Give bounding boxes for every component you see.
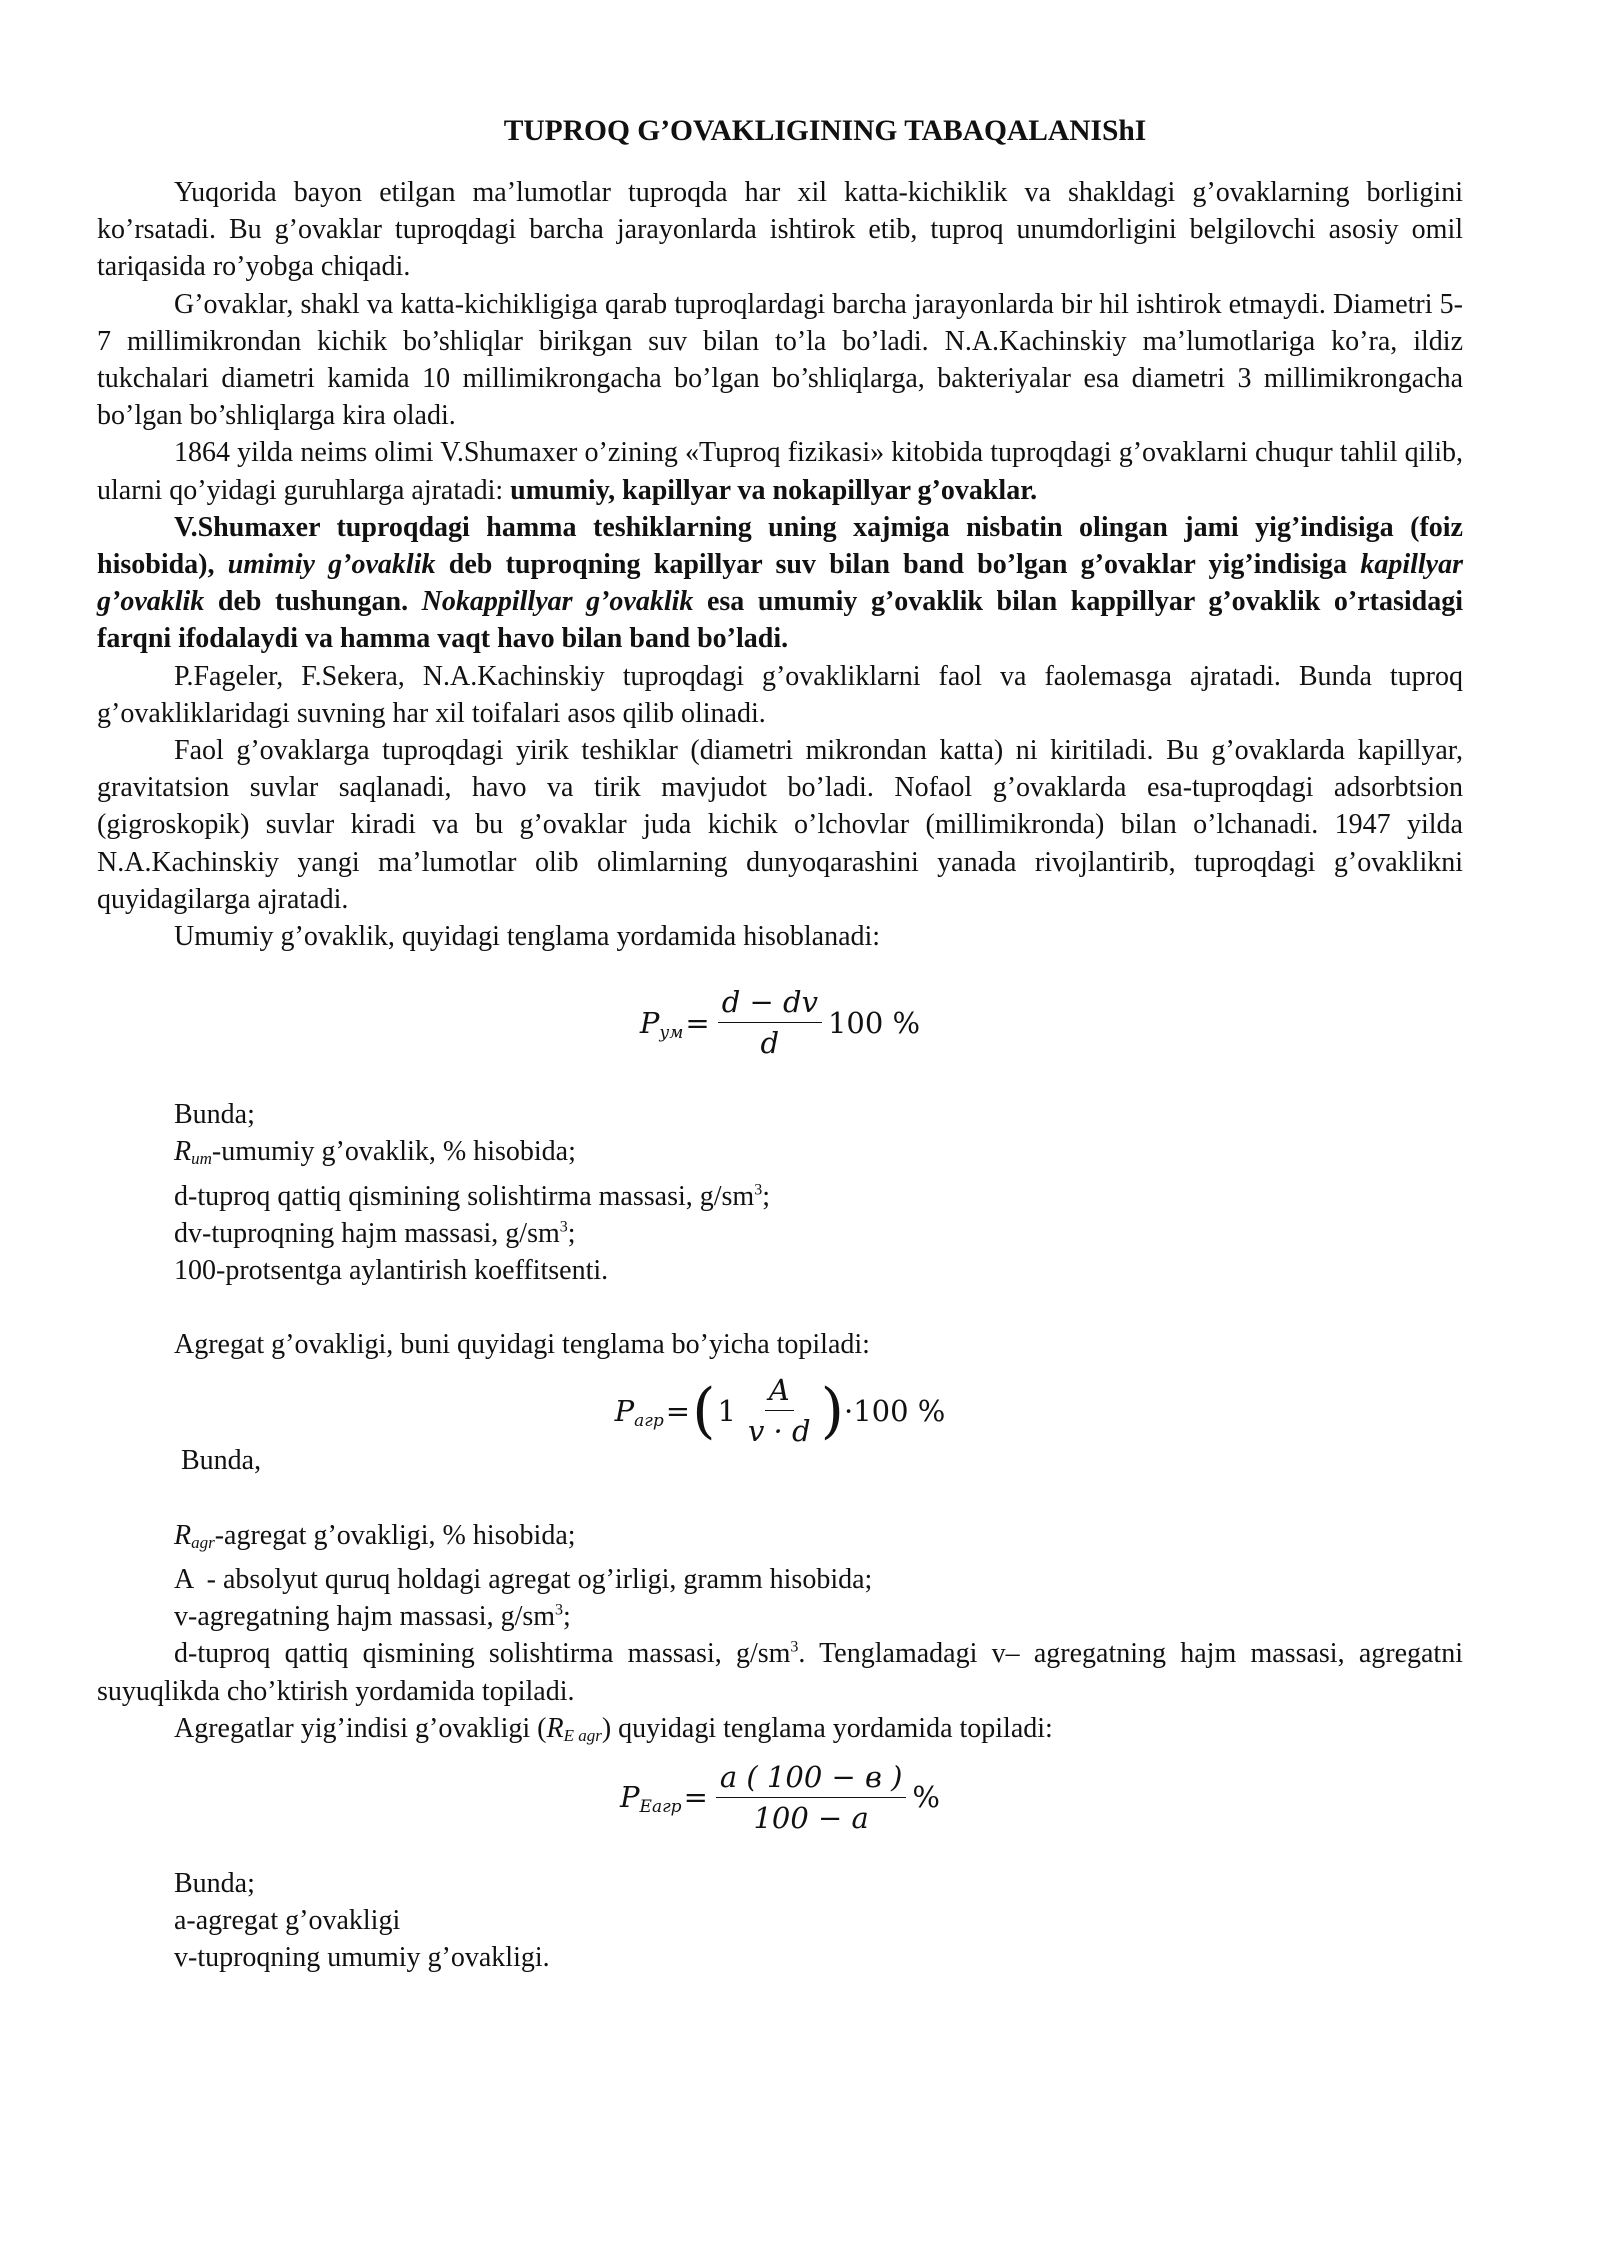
paragraph-1: Yuqorida bayon etilgan ma’lumotlar tuproqda har xil katta-kichiklik va shakldagi g’ovaklarning borligini ko’rsatadi. Bu g’ovaklar tuproqdagi barcha jarayonlarda ishtirok etib, tuproq unumdorligini belgilovchi asosiy omil tariqasida ro’yobga chiqadi. (97, 177, 1463, 283)
p9-sup: 3 (790, 1638, 799, 1656)
paragraph-2: G’ovaklar, shakl va katta-kichikligiga qarab tuproqlardagi barcha jarayonlarda bir hil ishtirok etmaydi. Diametri 5-7 millimikrondan kichik bo’shliqlar birikgan suv bilan to’la bo’ladi. N.A.Kachinskiy ma’lumotlariga ko’ra, ildiz tukchalari diametri kamida 10 millimikrongacha bo’lgan bo’shliqlarga, bakteriyalar esa diametri 3 millimikrongacha bo’lgan bo’shliqlarga kira oladi. (97, 288, 1463, 432)
f3-tail: % (912, 1780, 940, 1815)
bunda-label-3: Bunda; (174, 1867, 255, 1899)
def-d-sup: 3 (754, 1181, 763, 1199)
p9-text: d-tuproq qattiq qismining solishtirma massasi, g/sm (174, 1638, 791, 1670)
p4-part-c: deb tuproqning kapillyar suv bilan band bo’lgan g’ovaklar yig’indisiga (435, 549, 1361, 581)
def-dv-text: dv-tuproqning hajm massasi, g/sm (174, 1217, 560, 1249)
def-d (97, 1178, 1463, 1215)
def-a-agregat: a-agregat g’ovakligi (174, 1905, 401, 1937)
f1-subscript: ум (659, 1022, 684, 1043)
paragraph-9 (97, 1635, 1463, 1709)
f2-denominator: v · d (747, 1414, 811, 1449)
f1-symbol: P (639, 1005, 660, 1040)
f3-denominator: 100 − a (753, 1800, 869, 1835)
def-r-agr-symbol: R (174, 1519, 192, 1551)
f2-left-paren: ( (692, 1375, 716, 1446)
paragraph-3 (97, 434, 1463, 508)
f1-denominator: d (760, 1026, 780, 1061)
paragraph-3-text: 1864 yilda neims olimi V.Shumaxer o’zining «Tuproq fizikasi» kitobida tuproqdagi g’ovaklarni chuqur tahlil qilib, ularni qo’yidagi guruhlarga ajratadi: (97, 437, 1463, 506)
term-umumiy: umimiy g’ovaklik (227, 549, 436, 581)
f2-fraction (744, 1373, 815, 1448)
paragraph-7: Umumiy g’ovaklik, quyidagi tenglama yordamida hisoblanadi: (174, 921, 881, 953)
paragraph-10 (97, 1710, 1463, 1754)
paragraph-5: P.Fageler, F.Sekera, N.A.Kachinskiy tuproqdagi g’ovakliklarni faol va faolemasga ajratadi. Bunda tuproq g’ovakliklaridagi suvning har xil toifalari asos qilib olinadi. (97, 660, 1463, 729)
def-v-text: v-agregatning hajm massasi, g/sm (174, 1601, 556, 1633)
term-kapillyar: kapillyar g’ovaklik (97, 549, 1463, 618)
paragraph-6: Faol g’ovaklarga tuproqdagi yirik teshiklar (diametri mikrondan katta) ni kiritiladi. Bu g’ovaklarda kapillyar, gravitatsion suvlar saqlanadi, havo va tirik mavjudot bo’ladi. Nofaol g’ovaklarda esa-tuproqdagi adsorbtsion (gigroskopik) suvlar kiradi va bu g’ovaklar juda kichik o’lchovlar (millimikronda) bilan o’lchanadi. 1947 yilda N.A.Kachinskiy yangi ma’lumotlar olib olimlarning dunyoqarashini yanada rivojlantirib, tuproqdagi g’ovaklikni quyidagilarga ajratadi. (97, 735, 1463, 915)
paragraph-8: Agregat g’ovakligi, buni quyidagi tenglama bo’yicha topiladi: (174, 1329, 870, 1361)
f1-fraction (718, 985, 822, 1060)
p4-part-a: V.Shumaxer tuproqdagi hamma teshiklarning uning xajmiga nisbatin olingan jami yig’indisiga (foiz hisobida), (97, 511, 1463, 581)
def-d-end: ; (762, 1180, 770, 1212)
f2-numerator: A (765, 1373, 794, 1411)
f1-equals: = (685, 1005, 710, 1040)
def-r-agr (97, 1517, 1463, 1561)
def-r-um-sub: um (191, 1149, 212, 1169)
p10-sub: E agr (563, 1725, 602, 1745)
f1-numerator: d − dv (718, 985, 822, 1023)
p10-b: ) quyidagi tenglama yordamida topiladi: (601, 1712, 1053, 1744)
def-d-text: d-tuproq qattiq qismining solishtirma massasi, g/sm (174, 1180, 755, 1212)
p4-part-e: deb tushungan. (204, 586, 422, 618)
f2-subscript: агр (634, 1410, 664, 1431)
def-a: A - absolyut quruq holdagi agregat og’irligi, gramm hisobida; (174, 1563, 873, 1595)
def-r-um-text: -umumiy g’ovaklik, % hisobida; (211, 1136, 576, 1168)
f2-one: 1 (717, 1393, 736, 1428)
def-r-um-symbol: R (174, 1136, 192, 1168)
f2-equals: = (665, 1393, 691, 1428)
f2-tail: ·100 % (843, 1393, 946, 1428)
f1-tail: 100 % (827, 1005, 921, 1040)
p9-end: . Tenglamadagi v– agregatning hajm massasi, agregatni suyuqlikda cho’ktirish yordamida topiladi. (97, 1638, 1463, 1707)
formula-agregat-sum (97, 1760, 1463, 1835)
def-r-um (97, 1133, 1463, 1177)
paragraph-4-definition (97, 509, 1463, 658)
formula-umumiy (97, 985, 1463, 1060)
f3-equals: = (683, 1780, 708, 1815)
f3-symbol: P (620, 1780, 640, 1815)
def-dv-end: ; (567, 1217, 576, 1249)
f2-right-paren: ) (820, 1375, 844, 1446)
p10-a: Agregatlar yig’indisi g’ovakligi ( (174, 1712, 547, 1744)
def-v-sup: 3 (555, 1601, 564, 1619)
def-100: 100-protsentga aylantirish koeffitsenti. (174, 1255, 609, 1287)
f3-fraction (716, 1760, 907, 1835)
def-v-end: ; (563, 1601, 571, 1633)
def-r-agr-text: -agregat g’ovakligi, % hisobida; (214, 1519, 576, 1551)
paragraph-3-bold: umumiy, kapillyar va nokapillyar g’ovaklar. (510, 474, 1038, 506)
formula-agregat (97, 1373, 1463, 1448)
term-nokapillyar: Nokappillyar g’ovaklik (421, 586, 694, 618)
def-dv-sup: 3 (559, 1218, 568, 1236)
bunda-label-2: Bunda, (174, 1445, 262, 1477)
f2-symbol: P (614, 1393, 635, 1428)
def-v-umumiy: v-tuproqning umumiy g’ovakligi. (174, 1942, 550, 1974)
def-r-agr-sub: agr (191, 1532, 215, 1552)
def-v (97, 1598, 1463, 1635)
f3-numerator: a ( 100 − в ) (716, 1760, 907, 1798)
document-page (97, 110, 1463, 1977)
def-dv (97, 1215, 1463, 1252)
f3-subscript: Eагр (639, 1797, 682, 1818)
p10-symbol: R (546, 1712, 564, 1744)
p4-part-g: esa umumiy g’ovaklik bilan kappillyar g’ovaklik o’rtasidagi farqni ifodalaydi va hamma vaqt havo bilan band bo’ladi. (97, 586, 1464, 655)
page-title: TUPROQ G’OVAKLIGINING TABAQALANIShI (503, 115, 1147, 147)
bunda-label-1: Bunda; (174, 1099, 255, 1131)
